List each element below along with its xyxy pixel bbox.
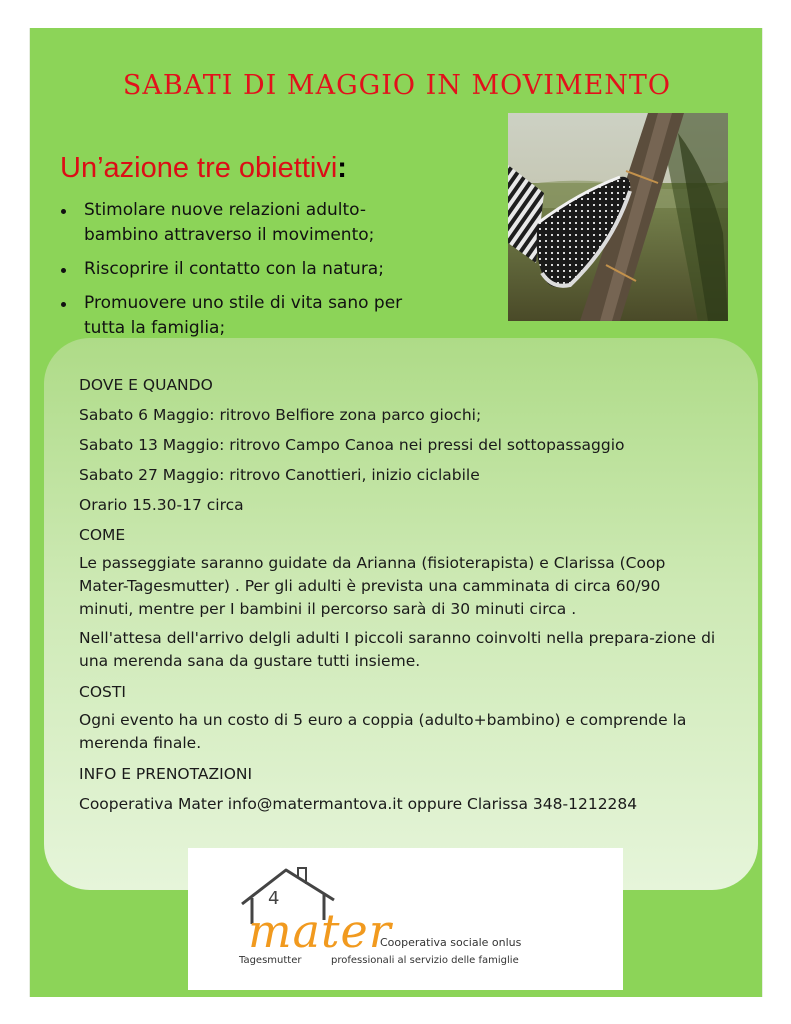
bullet-icon [61, 268, 66, 273]
how-heading: COME [79, 526, 126, 544]
logo-tagline-left: Tagesmutter [239, 955, 302, 966]
date-item: Sabato 6 Maggio: ritrovo Belfiore zona parco giochi; [79, 406, 482, 424]
event-details [79, 372, 719, 821]
shoe-on-pole-photo [508, 113, 728, 321]
flyer-title: SABATI DI MAGGIO IN MOVIMENTO [122, 70, 672, 101]
goal-text: Promuovere uno stile di vita sano per tutta la famiglia; [84, 293, 403, 338]
brand-name: mater [248, 904, 392, 958]
bullet-icon [61, 302, 66, 307]
goal-item [56, 291, 436, 341]
goal-item [56, 198, 436, 248]
mater-logo [188, 848, 623, 990]
goal-text: Stimolare nuove relazioni adulto-bambino attraverso il movimento; [84, 200, 375, 245]
flyer [29, 28, 763, 997]
goals-list [56, 198, 436, 350]
goal-text: Riscoprire il contatto con la natura; [84, 259, 384, 279]
subtitle-text: Un’azione tre obiettivi [60, 152, 338, 184]
schedule-text: Orario 15.30-17 circa [79, 496, 244, 514]
date-item: Sabato 13 Maggio: ritrovo Campo Canoa nei pressi del sottopassaggio [79, 436, 625, 454]
house-number: 4 [268, 888, 280, 909]
date-item: Sabato 27 Maggio: ritrovo Canottieri, inizio ciclabile [79, 466, 480, 484]
how-paragraph: Nell'attesa dell'arrivo delgli adulti I piccoli saranno coinvolti nella prepara-zione di una merenda sana da gustare tutti insieme. [79, 629, 716, 670]
subtitle-colon: : [337, 152, 347, 184]
costs-heading: COSTI [79, 683, 126, 701]
logo-tagline: Cooperativa sociale onlus [380, 936, 522, 949]
how-paragraph: Le passeggiate saranno guidate da Arianna (fisioterapista) e Clarissa (Coop Mater-Tagesmutter) . Per gli adulti è prevista una camminata di circa 60/90 minuti, mentre per I bambini il percorso sarà di 30 minuti circa . [79, 554, 666, 618]
goal-item [56, 257, 436, 282]
costs-text: Ogni evento ha un costo di 5 euro a coppia (adulto+bambino) e comprende la merenda finale. [79, 711, 687, 752]
section-subtitle [60, 152, 347, 185]
where-when-heading: DOVE E QUANDO [79, 376, 213, 394]
contacts-heading: INFO E PRENOTAZIONI [79, 765, 253, 783]
logo-tagline-right: professionali al servizio delle famiglie [331, 955, 519, 966]
photo-illustration [508, 113, 728, 321]
contacts-text: Cooperativa Mater info@matermantova.it oppure Clarissa 348-1212284 [79, 795, 638, 813]
bullet-icon [61, 209, 66, 214]
